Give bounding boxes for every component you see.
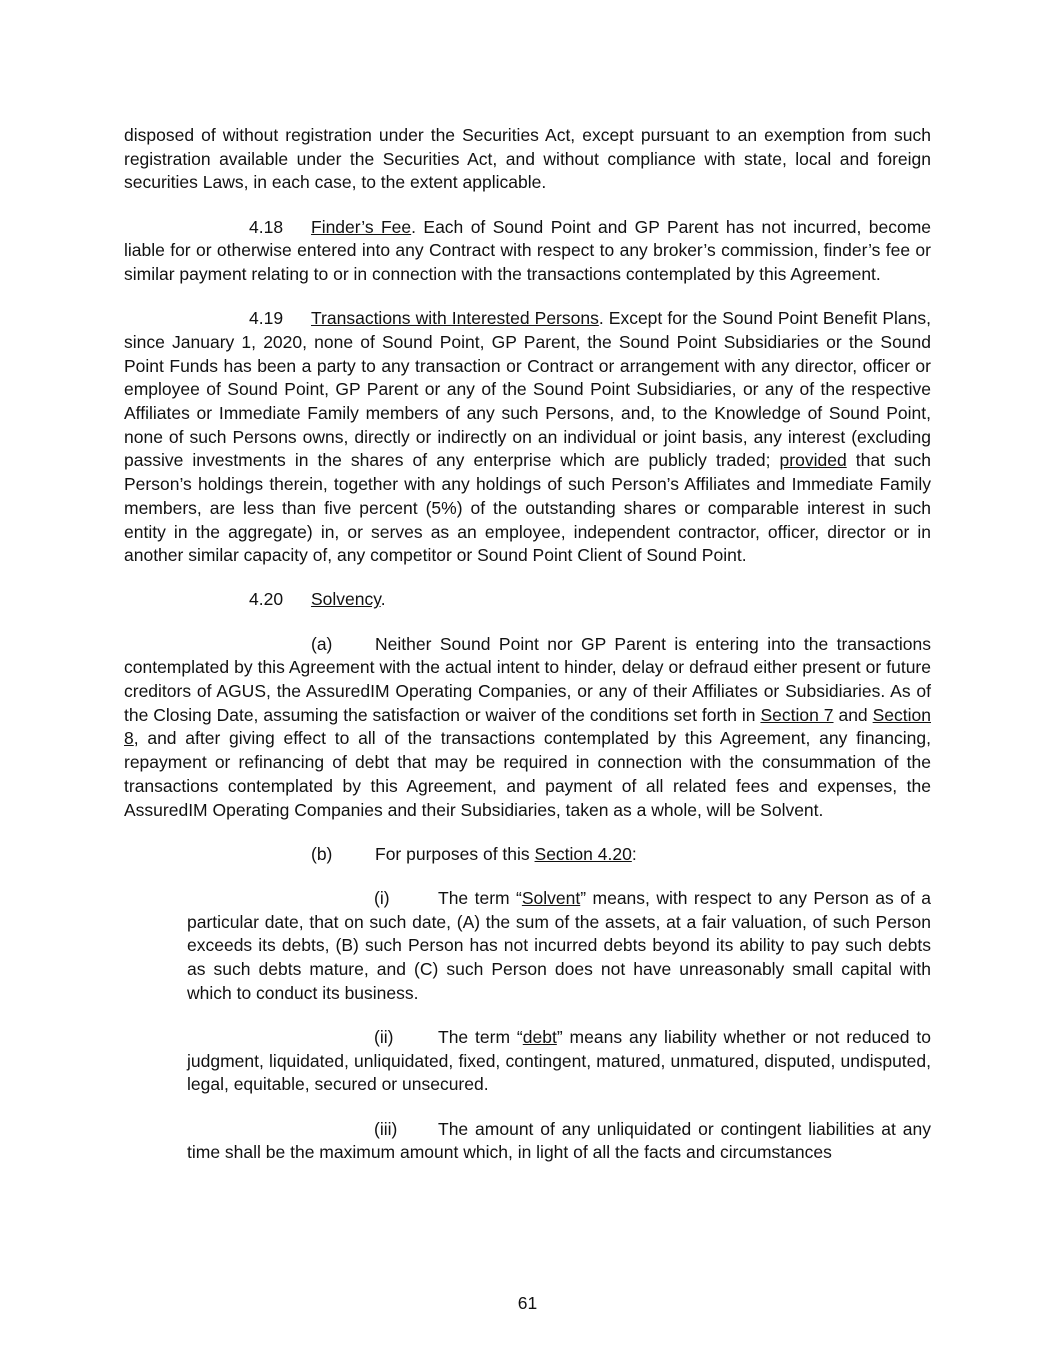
subclause-text-continued: ” means, with respect to any Person as of a particular date, that on such date, (A) the sum of the assets, at a fair valuation, of such Person exceeds its debts, (B) such Person has not incurred debts beyond its ability to pay such debts as such debts mature, and (C) such Person does not have unreasonably small capital with which to conduct its business. [187,887,931,1003]
defined-term-solvent: Solvent [521,887,581,908]
subclause-label: (iii) [374,1118,398,1139]
conjunction: and [833,704,873,725]
section-text: . Each of Sound Point and GP Parent has not incurred, become liable for or otherwise entered into any Contract with respect to any broker’s commission, finder’s fee or similar payment relating to or in connection with the transactions contemplated by this Agreement. [124,216,932,285]
section-text: . Except for the Sound Point Benefit Plans, since January 1, 2020, none of Sound Point, GP Parent, the Sound Point Subsidiaries or the Sound Point Funds has been a party to any transaction or Contract or arrangement with any director, officer or employee of Sound Point, GP Parent or any of the Sound Point Subsidiaries, or any of the respective Affiliates or Immediate Family members of any such Persons, and, to the Knowledge of Sound Point, none of such Persons owns, directly or indirectly on an individual or joint basis, any interest (excluding passive investments in the shares of any enterprise which are publicly traded; [124,308,931,471]
section-title: Solvency [311,589,381,610]
clause-text: Neither Sound Point nor GP Parent is entering into the transactions contemplated by this Agreement with the actual intent to hinder, delay or defraud either present or future creditors of AGUS, the AssuredIM Operating Companies, or any of their Affiliates or Subsidiaries. As of the Closing Date, assuming the satisfaction or waiver of the conditions set forth in [124,633,931,725]
section-text-continued: that such Person’s holdings therein, together with any holdings of such Person’s Affiliates and Immediate Family members, are less than five percent (5%) of the outstanding shares or comparable interest in such entity in the aggregate) in, or serves as an employee, independent contractor, officer, director or in another similar capacity of, any competitor or Sound Point Client of Sound Point. [124,450,931,566]
subclause-text: The amount of any unliquidated or contingent liabilities at any time shall be the maximum amount which, in light of all the facts and circumstances [187,1118,931,1163]
clause-a [124,633,931,823]
provided-term: provided [779,450,847,471]
section-title: Finder’s Fee [311,216,412,237]
defined-term-debt: debt [522,1027,557,1047]
clause-text: For purposes of this [375,843,535,864]
subclause-iii [187,1118,931,1165]
subclause-ii [187,1026,931,1097]
section-7-reference: Section 7 [760,704,834,725]
subclause-text: The term “ [438,887,522,908]
clause-label: (b) [311,843,333,864]
subclause-label: (ii) [374,1027,394,1047]
paragraph-continuation: disposed of without registration under the Securities Act, except pursuant to an exemption from such registration available under the Securities Act, and without compliance with state, local and foreign securities Laws, in each case, to the extent applicable. [124,125,931,193]
section-4-20 [124,588,931,612]
section-number: 4.19 [249,308,284,329]
page-number: 61 [517,1293,538,1313]
document-body [124,124,931,1186]
section-4-18 [124,216,931,287]
subclause-text-continued: ” means any liability whether or not reduced to judgment, liquidated, unliquidated, fixed, contingent, matured, unmatured, disputed, undisputed, legal, equitable, secured or unsecured. [187,1027,931,1095]
section-8-reference: Section 8 [124,704,931,749]
clause-b [124,843,931,867]
subclause-label: (i) [374,887,390,908]
subclause-i [187,887,931,1006]
section-4-20-reference: Section 4.20 [534,843,632,864]
clause-label: (a) [311,633,333,654]
section-period: . [380,589,386,610]
section-number: 4.18 [249,216,284,237]
section-number: 4.20 [249,589,284,610]
subclause-text: The term “ [438,1027,523,1047]
clause-colon: : [631,843,637,864]
section-4-19 [124,307,931,568]
section-title: Transactions with Interested Persons [311,308,599,329]
clause-text-continued: , and after giving effect to all of the transactions contemplated by this Agreement, any financing, repayment or refinancing of debt that may be required in connection with the consummation of the transactions contemplated by this Agreement, and payment of all related fees and expenses, the AssuredIM Operating Companies and their Subsidiaries, taken as a whole, will be Solvent. [124,728,931,820]
